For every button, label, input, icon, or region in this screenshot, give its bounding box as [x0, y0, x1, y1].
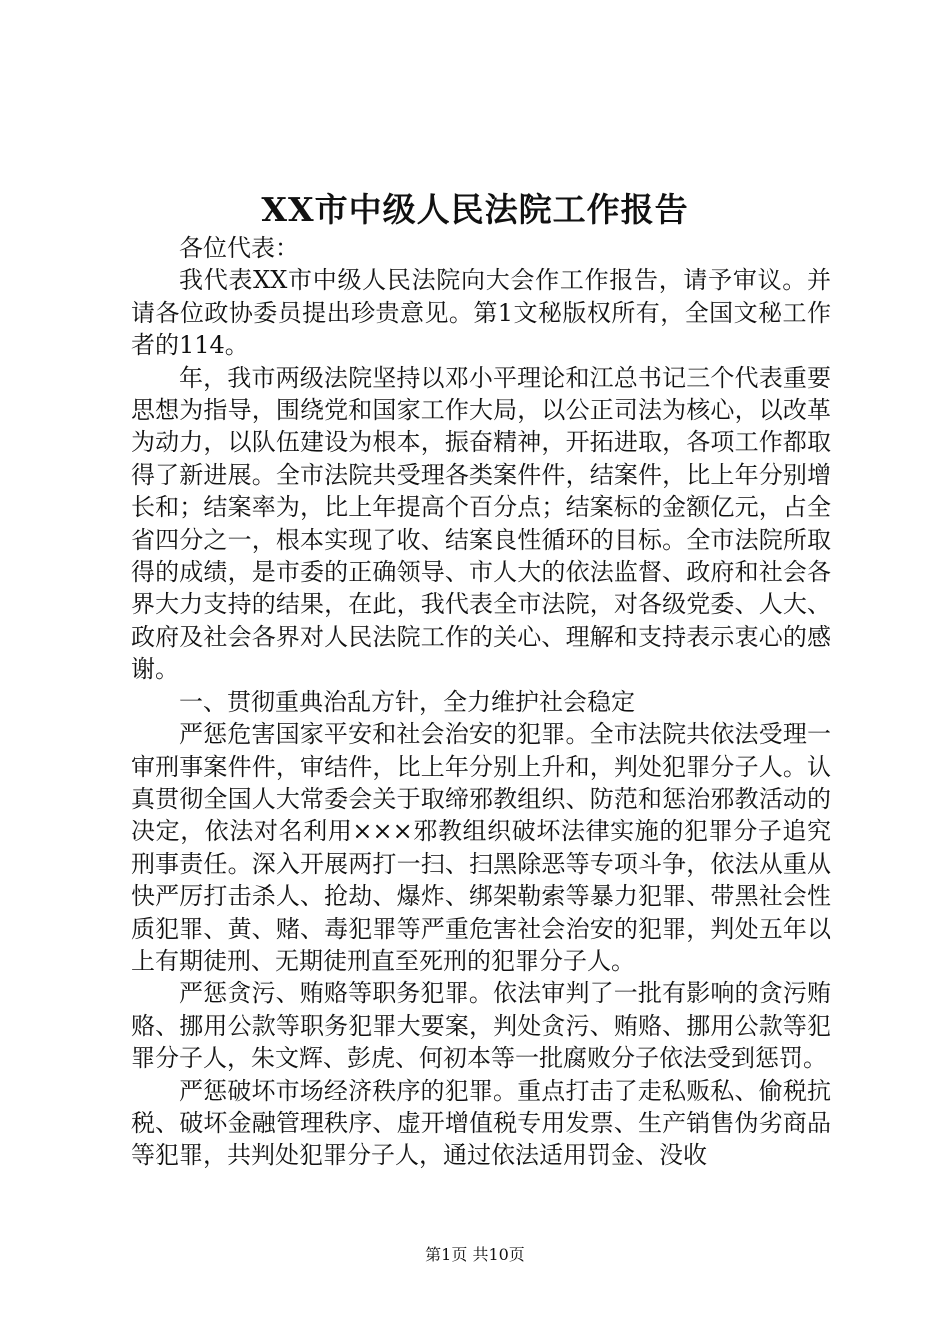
salutation-paragraph: 各位代表： [179, 234, 299, 262]
summary-paragraph: 年，我市两级法院坚持以邓小平理论和江总书记三个代表重要思想为指导，围绕党和国家工作大局，以公正司法为核心，以改革为动力，以队伍建设为根本，振奋精神，开拓进取，各项工作都取得了新进展。全市法院共受理各类案件件，结案件，比上年分别增长和；结案率为，比上年提高个百分点；结案标的金额亿元，占全省四分之一，根本实现了收、结案良性循环的目标。全市法院所取得的成绩，是市委的正确领导、市人大的依法监督、政府和社会各界大力支持的结果，在此，我代表全市法院，对各级党委、人大、政府及社会各界对人民法院工作的关心、理解和支持表示衷心的感谢。 [131, 363, 831, 684]
section-heading: 一、贯彻重典治乱方针，全力维护社会稳定 [179, 687, 635, 716]
intro-paragraph: 我代表XX市中级人民法院向大会作工作报告，请予审议。并请各位政协委员提出珍贵意见。第1文秘版权所有，全国文秘工作者的114。 [131, 266, 831, 360]
page-number-footer: 第1页 共10页 [425, 1245, 525, 1264]
economic-crime-paragraph: 严惩破坏市场经济秩序的犯罪。重点打击了走私贩私、偷税抗税、破坏金融管理秩序、虚开增值税专用发票、生产销售伪劣商品等犯罪，共判处犯罪分子人，通过依法适用罚金、没收 [131, 1076, 831, 1170]
corruption-paragraph: 严惩贪污、贿赂等职务犯罪。依法审判了一批有影响的贪污贿赂、挪用公款等职务犯罪大要案，判处贪污、贿赂、挪用公款等犯罪分子人，朱文辉、彭虎、何初本等一批腐败分子依法受到惩罚。 [131, 979, 831, 1073]
criminal-cases-paragraph: 严惩危害国家平安和社会治安的犯罪。全市法院共依法受理一审刑事案件件，审结件，比上年分别上升和，判处犯罪分子人。认真贯彻全国人大常委会关于取缔邪教组织、防范和惩治邪教活动的决定，依法对名利用×××邪教组织破坏法律实施的犯罪分子追究刑事责任。深入开展两打一扫、扫黑除恶等专项斗争，依法从重从快严厉打击杀人、抢劫、爆炸、绑架勒索等暴力犯罪、带黑社会性质犯罪、黄、赌、毒犯罪等严重危害社会治安的犯罪，判处五年以上有期徒刑、无期徒刑直至死刑的犯罪分子人。 [131, 720, 831, 975]
document-title: XX市中级人民法院工作报告 [261, 190, 689, 229]
document-body [131, 232, 831, 1172]
